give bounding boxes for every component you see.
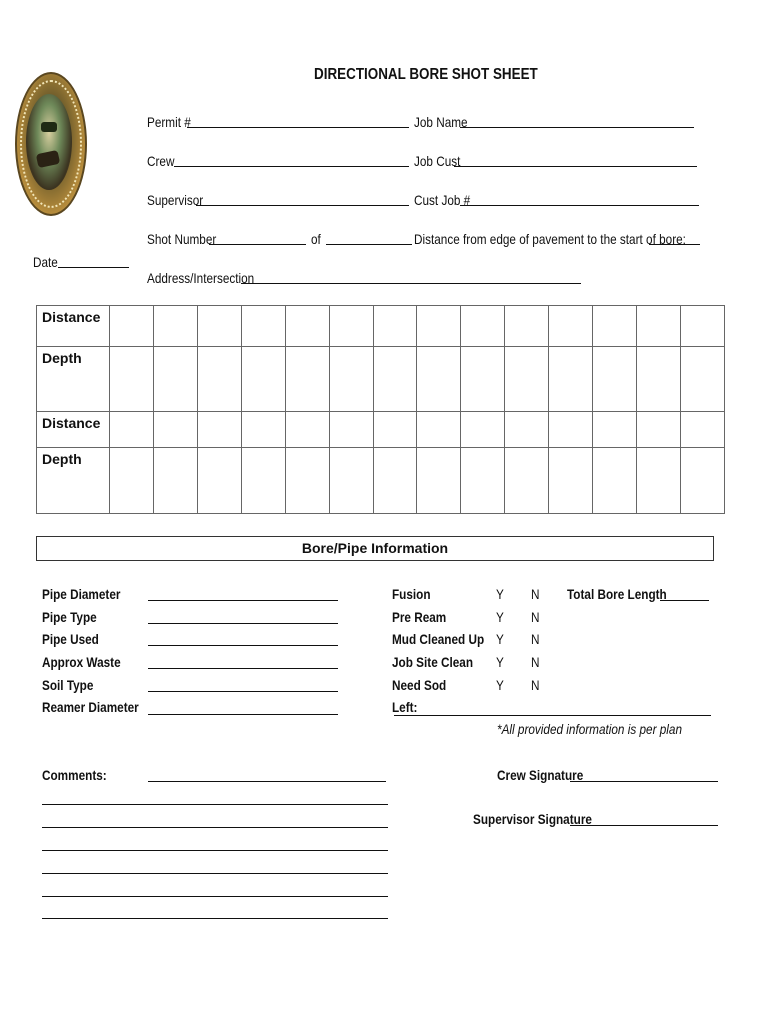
- supervisor-signature-label: Supervisor Signature: [473, 811, 592, 827]
- check-no-mud-cleaned-up[interactable]: N: [531, 631, 540, 647]
- grid-cell[interactable]: [680, 306, 724, 347]
- reamer-diameter-field[interactable]: [148, 714, 338, 715]
- comments-line-2[interactable]: [42, 804, 388, 805]
- grid-cell[interactable]: [241, 448, 285, 514]
- section-title: Bore/Pipe Information: [301, 540, 449, 556]
- grid-cell[interactable]: [593, 448, 637, 514]
- crew-field[interactable]: [174, 166, 409, 167]
- row-label-cell: [37, 306, 110, 347]
- grid-cell[interactable]: [417, 448, 461, 514]
- supervisor-field[interactable]: [196, 205, 409, 206]
- grid-cell[interactable]: [505, 306, 549, 347]
- check-label-need-sod: Need Sod: [392, 677, 447, 693]
- comments-line-6[interactable]: [42, 896, 388, 897]
- approx-waste-field[interactable]: [148, 668, 338, 669]
- supervisor-signature-field[interactable]: [570, 825, 718, 826]
- grid-cell[interactable]: [110, 412, 154, 448]
- table-row: [37, 412, 725, 448]
- grid-cell[interactable]: [197, 412, 241, 448]
- grid-cell[interactable]: [637, 448, 681, 514]
- county-seal-logo: [15, 72, 87, 216]
- permit-label: Permit #: [147, 114, 191, 130]
- grid-cell[interactable]: [637, 412, 681, 448]
- grid-cell[interactable]: [461, 412, 505, 448]
- grid-cell[interactable]: [329, 412, 373, 448]
- comments-line-3[interactable]: [42, 827, 388, 828]
- row-label-cell: [37, 347, 110, 412]
- check-yes-need-sod[interactable]: Y: [496, 677, 504, 693]
- row-label-cell: [37, 412, 110, 448]
- grid-cell[interactable]: [197, 448, 241, 514]
- permit-field[interactable]: [187, 127, 409, 128]
- grid-cell[interactable]: [417, 347, 461, 412]
- cust-job-label: Cust Job #: [414, 192, 471, 208]
- crew-signature-label: Crew Signature: [497, 767, 584, 783]
- grid-cell[interactable]: [593, 347, 637, 412]
- shot-number-label: Shot Number: [147, 231, 217, 247]
- check-no-pre-ream[interactable]: N: [531, 609, 540, 625]
- shot-number-field[interactable]: [209, 244, 306, 245]
- date-label: Date: [33, 254, 58, 270]
- seal-figure: [41, 122, 57, 132]
- grid-cell[interactable]: [285, 347, 329, 412]
- grid-cell[interactable]: [241, 306, 285, 347]
- distance-edge-label: Distance from edge of pavement to the start of bore:: [414, 231, 686, 247]
- reamer-diameter-label: Reamer Diameter: [42, 699, 139, 715]
- grid-cell[interactable]: [197, 347, 241, 412]
- check-yes-job-site-clean[interactable]: Y: [496, 654, 504, 670]
- of-label: of: [311, 231, 321, 247]
- address-label: Address/Intersection: [147, 270, 255, 286]
- grid-cell[interactable]: [505, 412, 549, 448]
- row-label: Distance: [42, 309, 101, 325]
- grid-cell[interactable]: [329, 347, 373, 412]
- grid-cell[interactable]: [329, 306, 373, 347]
- grid-cell[interactable]: [153, 412, 197, 448]
- grid-cell[interactable]: [285, 306, 329, 347]
- section-header-box: [36, 536, 714, 561]
- grid-cell[interactable]: [241, 412, 285, 448]
- page-title: DIRECTIONAL BORE SHOT SHEET: [314, 66, 538, 83]
- total-bore-length-field[interactable]: [660, 600, 709, 601]
- check-label-job-site-clean: Job Site Clean: [392, 654, 474, 670]
- grid-cell[interactable]: [461, 306, 505, 347]
- grid-cell[interactable]: [461, 347, 505, 412]
- pipe-used-field[interactable]: [148, 645, 338, 646]
- grid-cell[interactable]: [153, 306, 197, 347]
- crew-label: Crew: [147, 153, 175, 169]
- grid-cell[interactable]: [593, 306, 637, 347]
- grid-cell[interactable]: [417, 412, 461, 448]
- table-row: [37, 448, 725, 514]
- grid-cell[interactable]: [110, 448, 154, 514]
- grid-cell[interactable]: [373, 448, 417, 514]
- grid-cell[interactable]: [153, 448, 197, 514]
- job-cust-field[interactable]: [454, 166, 697, 167]
- check-yes-mud-cleaned-up[interactable]: Y: [496, 631, 504, 647]
- grid-cell[interactable]: [373, 412, 417, 448]
- left-label: Left:: [392, 699, 418, 715]
- check-label-pre-ream: Pre Ream: [392, 609, 447, 625]
- grid-cell[interactable]: [680, 412, 724, 448]
- table-row: [37, 306, 725, 347]
- grid-cell[interactable]: [549, 347, 593, 412]
- seal-emblem: [26, 94, 72, 190]
- pipe-used-label: Pipe Used: [42, 631, 99, 647]
- approx-waste-label: Approx Waste: [42, 654, 121, 670]
- grid-cell[interactable]: [110, 306, 154, 347]
- grid-cell[interactable]: [329, 448, 373, 514]
- crew-signature-field[interactable]: [570, 781, 718, 782]
- grid-cell[interactable]: [285, 448, 329, 514]
- check-yes-pre-ream[interactable]: Y: [496, 609, 504, 625]
- address-field[interactable]: [241, 283, 581, 284]
- plan-note: *All provided information is per plan: [497, 721, 682, 737]
- comments-line-4[interactable]: [42, 850, 388, 851]
- shot-total-field[interactable]: [326, 244, 412, 245]
- total-bore-length-label: Total Bore Length: [567, 586, 667, 602]
- grid-cell[interactable]: [549, 412, 593, 448]
- table-row: [37, 347, 725, 412]
- comments-line-1[interactable]: [148, 781, 386, 782]
- grid-cell[interactable]: [461, 448, 505, 514]
- row-label-cell: [37, 448, 110, 514]
- check-no-fusion[interactable]: N: [531, 586, 540, 602]
- comments-label: Comments:: [42, 767, 107, 783]
- comments-line-7[interactable]: [42, 918, 388, 919]
- pipe-diameter-field[interactable]: [148, 600, 338, 601]
- grid-cell[interactable]: [549, 306, 593, 347]
- pipe-type-field[interactable]: [148, 623, 338, 624]
- job-name-field[interactable]: [460, 127, 694, 128]
- supervisor-label: Supervisor: [147, 192, 204, 208]
- grid-cell[interactable]: [680, 347, 724, 412]
- check-label-fusion: Fusion: [392, 586, 431, 602]
- grid-cell[interactable]: [373, 347, 417, 412]
- row-label: Depth: [42, 350, 82, 366]
- grid-cell[interactable]: [110, 347, 154, 412]
- row-label: Distance: [42, 415, 101, 431]
- grid-cell[interactable]: [153, 347, 197, 412]
- grid-cell[interactable]: [285, 412, 329, 448]
- check-no-need-sod[interactable]: N: [531, 677, 540, 693]
- grid-cell[interactable]: [593, 412, 637, 448]
- grid-cell[interactable]: [637, 306, 681, 347]
- pipe-type-label: Pipe Type: [42, 609, 97, 625]
- left-field[interactable]: [394, 715, 711, 716]
- job-cust-label: Job Cust: [414, 153, 461, 169]
- grid-cell[interactable]: [417, 306, 461, 347]
- grid-cell[interactable]: [197, 306, 241, 347]
- job-name-label: Job Name: [414, 114, 468, 130]
- check-label-mud-cleaned-up: Mud Cleaned Up: [392, 631, 485, 647]
- grid-cell[interactable]: [373, 306, 417, 347]
- cust-job-field[interactable]: [460, 205, 699, 206]
- grid-cell[interactable]: [549, 448, 593, 514]
- check-no-job-site-clean[interactable]: N: [531, 654, 540, 670]
- pipe-diameter-label: Pipe Diameter: [42, 586, 121, 602]
- grid-cell[interactable]: [637, 347, 681, 412]
- grid-cell[interactable]: [505, 448, 549, 514]
- grid-cell[interactable]: [505, 347, 549, 412]
- grid-cell[interactable]: [241, 347, 285, 412]
- grid-cell[interactable]: [680, 448, 724, 514]
- check-yes-fusion[interactable]: Y: [496, 586, 504, 602]
- soil-type-field[interactable]: [148, 691, 338, 692]
- shot-grid-table: [36, 305, 725, 514]
- row-label: Depth: [42, 451, 82, 467]
- date-field[interactable]: [58, 267, 129, 268]
- comments-line-5[interactable]: [42, 873, 388, 874]
- soil-type-label: Soil Type: [42, 677, 94, 693]
- distance-edge-field[interactable]: [649, 244, 700, 245]
